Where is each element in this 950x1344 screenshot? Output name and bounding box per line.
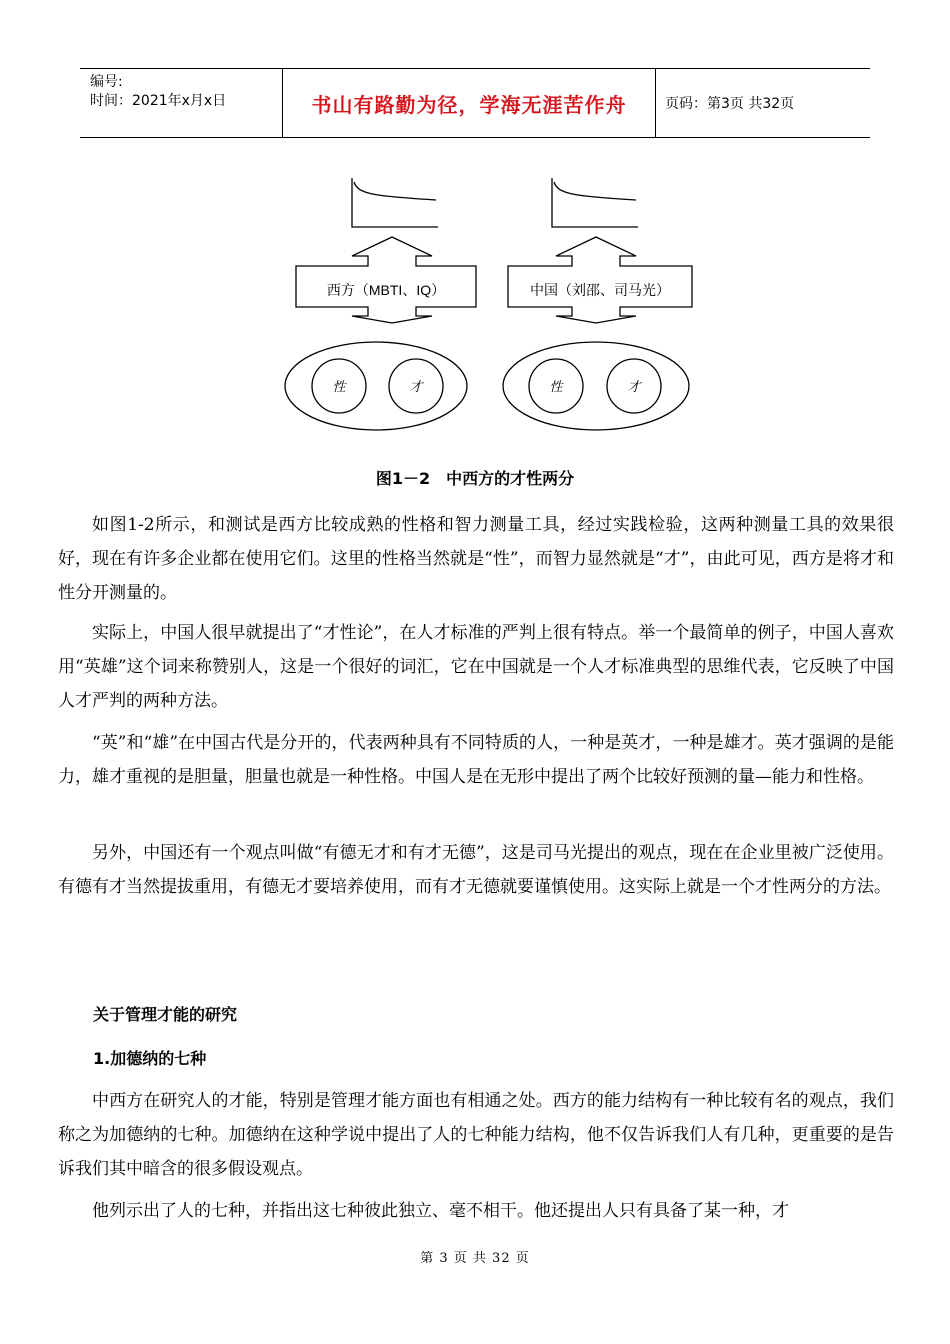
paragraph-3: “英”和“雄”在中国古代是分开的，代表两种具有不同特质的人，一种是英才，一种是雄才。英才强调的是能力，雄才重视的是胆量，胆量也就是一种性格。中国人是在无形中提出了两个比较好预测的量—能力和性格。: [58, 733, 894, 787]
page-header: [80, 68, 870, 138]
figure-caption: 图1－2 中西方的才性两分: [375, 469, 575, 488]
left-box-label: 西方（MBTI、IQ）: [326, 282, 446, 298]
right-double-arrow: [508, 237, 692, 323]
paragraph-6: 他列示出了人的七种，并指出这七种彼此独立、毫不相干。他还提出人只有具备了某一种，才: [92, 1201, 789, 1221]
date-label: 时间：2021年x月x日: [90, 93, 227, 109]
right-ellipse: [503, 342, 689, 430]
page-info: 页码：第3页 共32页: [665, 96, 795, 112]
right-box-label: 中国（刘邵、司马光）: [530, 282, 670, 298]
paragraph-4: 另外，中国还有一个观点叫做“有德无才和有才无德”，这是司马光提出的观点，现在在企业里被广泛使用。有德有才当然提拔重用，有德无才要培养使用，而有才无德就要谨慎使用。这实际上就是一个才性两分的方法。: [58, 843, 894, 897]
left-ellipse: [285, 342, 467, 430]
page-footer: 第 3 页 共 32 页: [420, 1251, 530, 1266]
left-circle-xing: 性: [332, 380, 346, 395]
left-circle-cai: 才: [409, 380, 423, 395]
paragraph-5: 中西方在研究人的才能，特别是管理才能方面也有相通之处。西方的能力结构有一种比较有名的观点，我们称之为加德纳的七种。加德纳在这种学说中提出了人的七种能力结构，他不仅告诉我们人有几种，更重要的是告诉我们其中暗含的很多假设观点。: [58, 1091, 894, 1179]
right-curve-chart: [552, 178, 638, 227]
left-double-arrow: [296, 237, 476, 323]
paragraph-1: 如图1-2所示，和测试是西方比较成熟的性格和智力测量工具，经过实践检验，这两种测量工具的效果很好，现在有许多企业都在使用它们。这里的性格当然就是“性”，而智力显然就是“才”，由此可见，西方是将才和性分开测量的。: [58, 515, 894, 603]
header-divider: [655, 69, 656, 137]
subsection-heading: 1.加德纳的七种: [93, 1049, 207, 1068]
right-circle-cai: 才: [627, 380, 641, 395]
left-curve-chart: [352, 178, 438, 227]
header-meta: [90, 73, 226, 111]
section-heading: 关于管理才能的研究: [93, 1005, 238, 1024]
header-motto: 书山有路勤为径，学海无涯苦作舟: [311, 93, 627, 117]
number-label: 编号:: [90, 74, 123, 90]
right-circle-xing: 性: [549, 380, 563, 395]
figure-diagram: [280, 170, 700, 460]
paragraph-2: 实际上，中国人很早就提出了“才性论”，在人才标准的严判上很有特点。举一个最简单的例子，中国人喜欢用“英雄”这个词来称赞别人，这是一个很好的词汇，它在中国就是一个人才标准典型的思维代表，它反映了中国人才严判的两种方法。: [58, 623, 894, 711]
